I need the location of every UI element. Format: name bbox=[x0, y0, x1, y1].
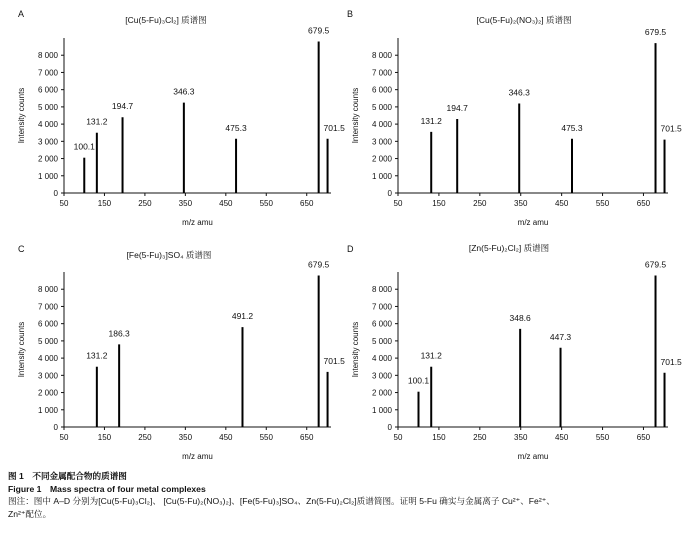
panel-c-peak-label-131.2: 131.2 bbox=[86, 350, 108, 361]
panel-b-ytick-label: 6 000 bbox=[371, 85, 392, 95]
panel-b-ytick-label: 5 000 bbox=[371, 102, 392, 112]
panel-d-ytick-label: 2 000 bbox=[371, 388, 392, 398]
panel-c-xlabel: m/z amu bbox=[182, 452, 213, 461]
panel-d-letter: D bbox=[347, 244, 354, 254]
panel-d-peak-label-100.1: 100.1 bbox=[407, 375, 430, 386]
panel-d-ytick-label: 1 000 bbox=[371, 405, 392, 415]
panel-a-peak-label-131.2: 131.2 bbox=[86, 116, 108, 127]
panel-d-ytick-label: 3 000 bbox=[371, 371, 392, 381]
panel-a-peak-label-701.5: 701.5 bbox=[323, 122, 345, 133]
panel-b-peak-label-475.3: 475.3 bbox=[561, 122, 583, 133]
panel-c-xtick-label: 250 bbox=[138, 433, 152, 442]
panel-b-ytick-label: 7 000 bbox=[371, 68, 392, 78]
panel-c-ytick-label: 6 000 bbox=[37, 319, 58, 329]
panel-b-ytick-label: 1 000 bbox=[371, 171, 392, 181]
panel-b-title: [Cu(5-Fu)₂(NO₃)₂] 质谱图 bbox=[476, 15, 572, 25]
panel-c-ytick-label: 4 000 bbox=[37, 354, 58, 364]
panel-b-letter: B bbox=[347, 9, 354, 19]
panel-c-ytick-label: 5 000 bbox=[37, 336, 58, 346]
panel-c-letter: C bbox=[18, 244, 25, 254]
panel-b-ytick-label: 4 000 bbox=[371, 120, 392, 130]
panel-c-peak-label-679.5: 679.5 bbox=[308, 259, 330, 270]
panel-d-xtick-label: 650 bbox=[636, 433, 651, 442]
panel-d-xtick-label: 550 bbox=[595, 433, 610, 442]
panel-c-xtick-label: 350 bbox=[178, 433, 193, 442]
panel-d-ylabel: Intensity counts bbox=[351, 321, 360, 378]
panel-d-peak-label-701.5: 701.5 bbox=[660, 356, 682, 367]
panel-b-peak-label-346.3: 346.3 bbox=[508, 87, 530, 98]
panel-d-ytick-label: 5 000 bbox=[371, 336, 392, 346]
panel-b-xtick-label: 350 bbox=[514, 199, 528, 208]
panel-a-xtick-label: 250 bbox=[138, 199, 152, 208]
panel-c-xtick-label: 550 bbox=[259, 433, 273, 442]
panel-b-xtick-label: 150 bbox=[432, 199, 446, 208]
panel-a-ytick-label: 5 000 bbox=[37, 102, 58, 112]
panel-a-xtick-label: 350 bbox=[178, 199, 193, 208]
panel-a-ytick-label: 7 000 bbox=[37, 68, 58, 78]
panel-c-xtick-label: 650 bbox=[300, 433, 314, 442]
panel-d-xtick-label: 250 bbox=[473, 433, 487, 442]
panel-c-peak-label-186.3: 186.3 bbox=[108, 328, 130, 339]
panel-d-ytick-label: 8 000 bbox=[371, 285, 392, 295]
panel-a-ytick-label: 6 000 bbox=[37, 85, 58, 95]
panel-c-peak-label-701.5: 701.5 bbox=[323, 355, 345, 366]
panel-a-xlabel: m/z amu bbox=[182, 218, 213, 227]
panel-a-peak-label-679.5: 679.5 bbox=[308, 25, 330, 36]
figure-caption bbox=[8, 470, 676, 520]
panel-d-peak-label-447.3: 447.3 bbox=[549, 331, 572, 342]
panel-a-peak-label-475.3: 475.3 bbox=[225, 122, 247, 133]
panel-a-ytick-label: 8 000 bbox=[37, 51, 58, 61]
panel-b-xtick-label: 250 bbox=[473, 199, 487, 208]
panel-a-title: [Cu(5-Fu)₃Cl₂] 质谱图 bbox=[125, 15, 207, 25]
panel-d-peak-label-679.5: 679.5 bbox=[644, 259, 667, 270]
caption-note-line1: 图注：图中 A–D 分别为[Cu(5-Fu)₃Cl₂]、 [Cu(5-Fu)₂(NO₃)₂]、[Fe(5-Fu)₃]SO₄、Zn(5-Fu)₂Cl₂]质谱简图。证明 5-Fu 确实与金属离子 Cu²⁺、Fe²⁺、 bbox=[8, 496, 555, 506]
panel-c-ytick-label: 0 bbox=[53, 423, 58, 432]
panel-a-letter: A bbox=[18, 9, 25, 19]
panel-b-ytick-label: 2 000 bbox=[371, 154, 392, 164]
panel-d-title: [Zn(5-Fu)₂Cl₂] 质谱图 bbox=[468, 243, 550, 253]
panel-d-ytick-label: 0 bbox=[387, 423, 392, 432]
panel-a-xtick-label: 550 bbox=[259, 199, 273, 208]
panel-c-peak-label-491.2: 491.2 bbox=[231, 311, 254, 322]
panel-a-xtick-label: 450 bbox=[219, 199, 233, 208]
panel-c-ylabel: Intensity counts bbox=[17, 321, 26, 378]
caption-note-line2: Zn²⁺配位。 bbox=[8, 508, 52, 519]
panel-a-ytick-label: 3 000 bbox=[37, 137, 58, 147]
panel-b-peak-label-701.5: 701.5 bbox=[660, 123, 682, 134]
panel-d-xtick-label: 450 bbox=[554, 433, 569, 442]
panel-d-peak-label-131.2: 131.2 bbox=[420, 350, 442, 361]
panel-b-peak-label-679.5: 679.5 bbox=[644, 27, 667, 38]
panel-d-xtick-label: 350 bbox=[514, 433, 528, 442]
panel-a-xtick-label: 150 bbox=[97, 199, 112, 208]
panel-a-peak-label-346.3: 346.3 bbox=[173, 86, 195, 97]
panel-b-xtick-label: 450 bbox=[554, 199, 569, 208]
panel-a-ytick-label: 1 000 bbox=[37, 171, 58, 181]
panel-c-ytick-label: 8 000 bbox=[37, 285, 58, 295]
panel-a-ytick-label: 2 000 bbox=[37, 154, 58, 164]
panel-a-ytick-label: 0 bbox=[53, 189, 58, 198]
panel-c-ytick-label: 7 000 bbox=[37, 302, 58, 312]
caption-cn-title: 图 1 不同金属配合物的质谱图 bbox=[8, 471, 127, 481]
panel-b-ytick-label: 8 000 bbox=[371, 51, 392, 61]
panel-b-peak-label-131.2: 131.2 bbox=[420, 115, 442, 126]
panel-a-peak-label-194.7: 194.7 bbox=[111, 101, 134, 112]
panel-b-xtick-label: 650 bbox=[636, 199, 651, 208]
panel-b-xtick-label: 50 bbox=[393, 199, 403, 208]
panel-b-xtick-label: 550 bbox=[595, 199, 610, 208]
panel-d-peak-label-348.6: 348.6 bbox=[509, 312, 531, 323]
panel-a-ytick-label: 4 000 bbox=[37, 120, 58, 130]
panel-d-xtick-label: 150 bbox=[432, 433, 446, 442]
panel-c-ytick-label: 2 000 bbox=[37, 388, 58, 398]
panel-c-xtick-label: 50 bbox=[59, 433, 69, 442]
panel-d-ytick-label: 7 000 bbox=[371, 302, 392, 312]
panel-d-xtick-label: 50 bbox=[393, 433, 403, 442]
panel-c-xtick-label: 450 bbox=[219, 433, 233, 442]
panel-a-peak-label-100.1: 100.1 bbox=[73, 141, 95, 152]
panel-b-peak-label-194.7: 194.7 bbox=[446, 102, 468, 113]
panel-d-ytick-label: 4 000 bbox=[371, 354, 392, 364]
panel-c-ytick-label: 3 000 bbox=[37, 371, 58, 381]
panel-d-ytick-label: 6 000 bbox=[371, 319, 392, 329]
panel-c-xtick-label: 150 bbox=[97, 433, 112, 442]
caption-en-title: Figure 1 Mass spectra of four metal complexes bbox=[8, 483, 206, 494]
panel-c-title: [Fe(5-Fu)₃]SO₄ 质谱图 bbox=[126, 250, 212, 260]
panel-b-ylabel: Intensity counts bbox=[351, 87, 360, 144]
panel-b-xlabel: m/z amu bbox=[517, 218, 549, 227]
panel-d-xlabel: m/z amu bbox=[517, 452, 549, 461]
panel-a-ylabel: Intensity counts bbox=[17, 87, 26, 144]
panel-a-xtick-label: 50 bbox=[59, 199, 69, 208]
panel-b-ytick-label: 0 bbox=[387, 189, 392, 198]
panel-c-ytick-label: 1 000 bbox=[37, 405, 58, 415]
panel-b-ytick-label: 3 000 bbox=[371, 137, 392, 147]
panel-a-xtick-label: 650 bbox=[300, 199, 314, 208]
